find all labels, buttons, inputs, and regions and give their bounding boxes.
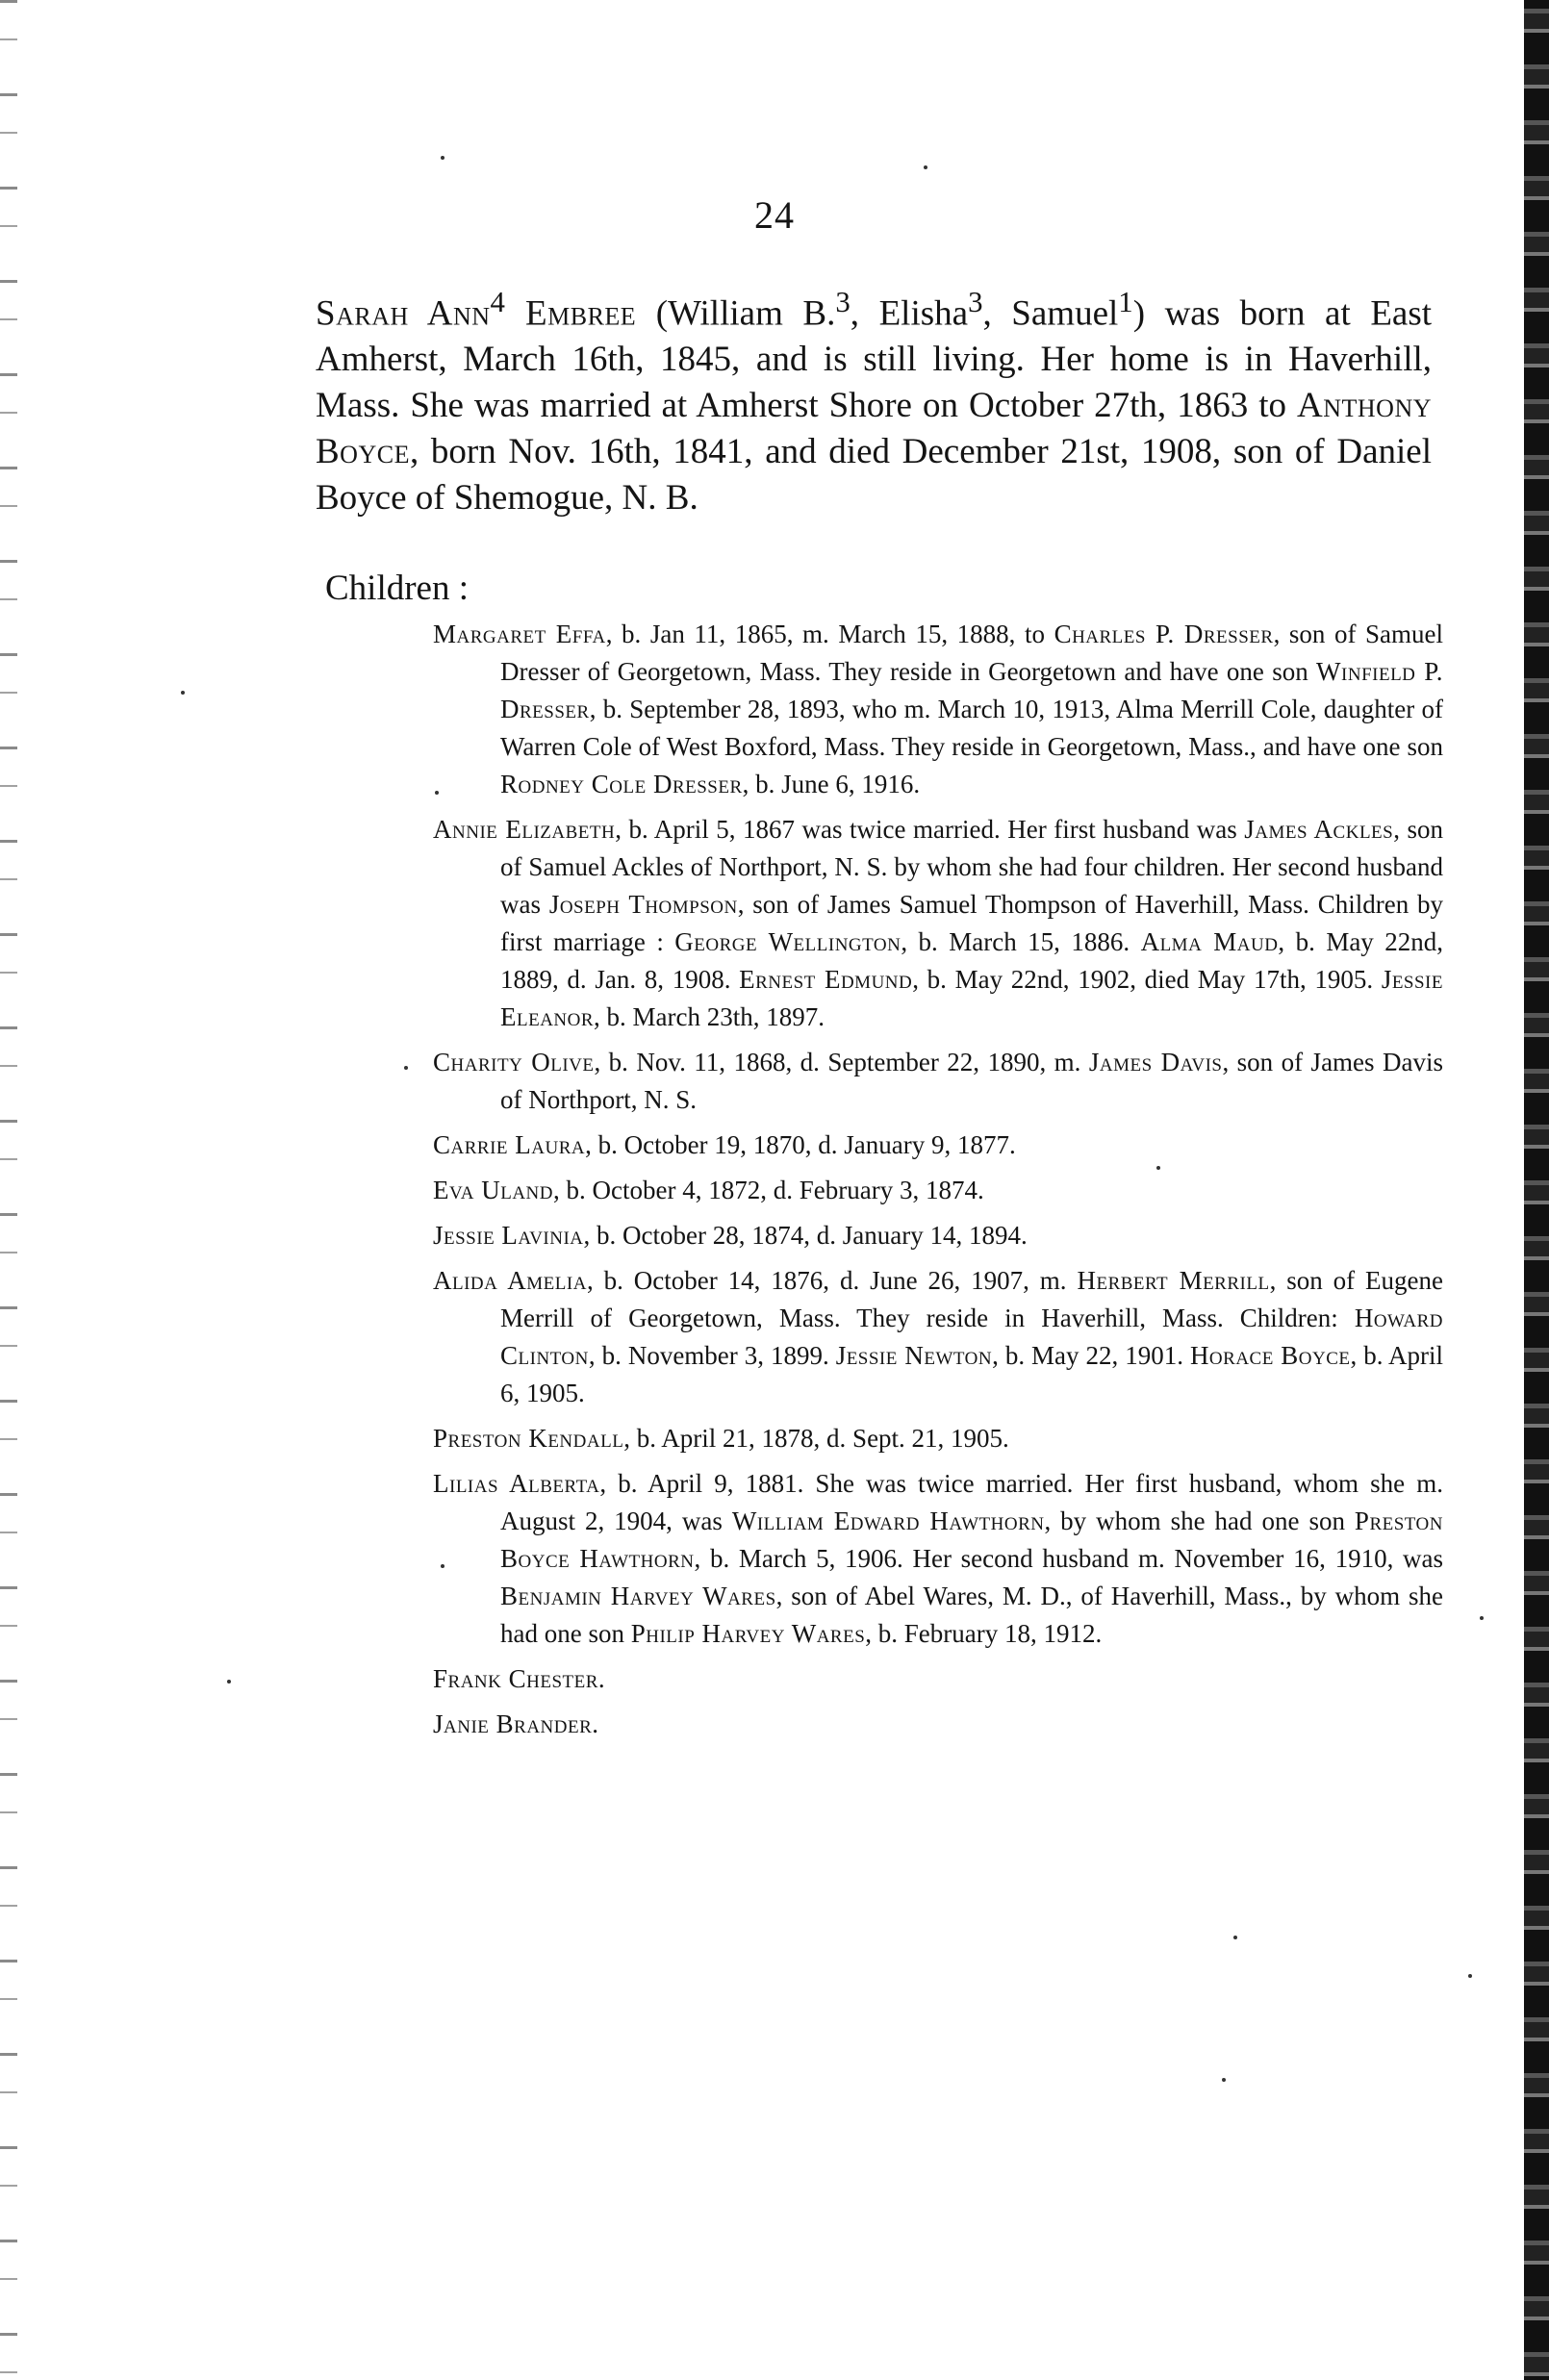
entry-text: , b. Jan 11, 1865, m. March 15, 1888, to xyxy=(605,620,1054,648)
lineage-text: , Samuel xyxy=(982,293,1119,334)
child-name: Alida Amelia xyxy=(433,1266,587,1295)
entry-text: . xyxy=(592,1709,599,1738)
scan-speck xyxy=(1222,2078,1226,2082)
entry-text: , by whom she had one son xyxy=(1044,1506,1355,1535)
scan-speck xyxy=(181,691,185,695)
generation-number: 3 xyxy=(835,286,851,318)
entry-text: , b. March 5, 1906. Her second husband m. November 16, 1910, was xyxy=(694,1544,1444,1573)
scan-speck xyxy=(1468,1974,1472,1978)
lineage-text: , Elisha xyxy=(850,293,969,334)
person-name: James Ackles xyxy=(1244,815,1394,844)
person-name: Howard Clinton xyxy=(500,1304,1443,1370)
scan-speck xyxy=(227,1680,231,1684)
entry-text: , b. October 19, 1870, d. January 9, 1877. xyxy=(585,1130,1016,1159)
entry-text: , b. May 22nd, 1889, d. Jan. 8, 1908. xyxy=(500,927,1444,994)
child-name: Preston Kendall xyxy=(433,1424,624,1453)
person-name: Rodney Cole Dresser xyxy=(500,770,743,798)
entry-text: , son of James Samuel Thompson of Haverhill, Mass. Children by first marriage : xyxy=(500,890,1443,956)
person-name: Joseph Thompson xyxy=(548,890,738,919)
person-name: Herbert Merrill xyxy=(1077,1266,1270,1295)
child-name: Janie Brander xyxy=(433,1709,593,1738)
entry-text: , b. May 22, 1901. xyxy=(992,1341,1190,1370)
person-name: William Edward Hawthorn xyxy=(731,1506,1045,1535)
child-name: Charity Olive xyxy=(433,1048,595,1076)
entry-text: . xyxy=(597,1664,605,1693)
scan-speck xyxy=(441,156,444,160)
intro-paragraph xyxy=(316,279,1432,521)
child-entry xyxy=(433,1660,1443,1698)
intro-text xyxy=(316,279,1432,521)
entry-text: , b. June 6, 1916. xyxy=(742,770,921,798)
lineage-text: (William B. xyxy=(636,293,836,334)
spouse-name: Anthony Boyce xyxy=(316,386,1432,472)
entry-text: , b. April 9, 1881. She was twice married. Her first husband, whom she m. August 2, 1904, was xyxy=(500,1469,1443,1535)
child-name: Annie Elizabeth xyxy=(433,815,616,844)
child-entry xyxy=(433,1706,1443,1743)
person-name: Charles P. Dresser xyxy=(1054,620,1274,648)
scan-edge-left xyxy=(0,0,17,2380)
person-name: Winfield P. Dresser xyxy=(500,657,1443,723)
person-name: Philip Harvey Wares xyxy=(630,1619,866,1648)
entry-text: , b. April 6, 1905. xyxy=(500,1341,1443,1407)
scan-speck xyxy=(924,165,927,169)
scan-speck xyxy=(1233,1936,1237,1939)
child-entry xyxy=(433,1172,1443,1209)
entry-text: , son of James Davis of Northport, N. S. xyxy=(500,1048,1443,1114)
person-name: Jessie Newton xyxy=(835,1341,993,1370)
entry-text: , b. October 4, 1872, d. February 3, 1874. xyxy=(553,1176,984,1204)
child-name: Eva Uland xyxy=(433,1176,554,1204)
child-entry xyxy=(433,811,1443,1036)
child-entry xyxy=(433,616,1443,803)
person-name: Preston Boyce Hawthorn xyxy=(500,1506,1443,1573)
entry-text: , b. October 14, 1876, d. June 26, 1907, m. xyxy=(586,1266,1078,1295)
child-entry xyxy=(433,1217,1443,1254)
children-list xyxy=(433,616,1443,1751)
entry-text: , b. February 18, 1912. xyxy=(865,1619,1103,1648)
child-entry xyxy=(433,1127,1443,1164)
entry-text: , son of Abel Wares, M. D., of Haverhill, Mass., by whom she had one son xyxy=(500,1582,1443,1648)
person-name: George Wellington xyxy=(674,927,901,956)
entry-text: , b. Nov. 11, 1868, d. September 22, 1890, m. xyxy=(594,1048,1089,1076)
entry-text: , son of Samuel Dresser of Georgetown, Mass. They reside in Georgetown and have one son xyxy=(500,620,1443,686)
entry-text: , b. April 5, 1867 was twice married. Her first husband was xyxy=(615,815,1245,844)
person-name: Jessie Eleanor xyxy=(500,965,1443,1031)
entry-text: , son of Samuel Ackles of Northport, N. S. by whom she had four children. Her second husband was xyxy=(500,815,1444,919)
entry-text: , b. November 3, 1899. xyxy=(588,1341,836,1370)
scan-speck xyxy=(1480,1616,1484,1620)
child-name: Jessie Lavinia xyxy=(433,1221,584,1250)
child-name: Lilias Alberta xyxy=(433,1469,600,1498)
child-name: Carrie Laura xyxy=(433,1130,586,1159)
entry-text: , b. April 21, 1878, d. Sept. 21, 1905. xyxy=(623,1424,1009,1453)
scan-edge-right xyxy=(1524,0,1549,2380)
person-name: Alma Maud xyxy=(1140,927,1279,956)
entry-text: , b. September 28, 1893, who m. March 10, 1913, Alma Merrill Cole, daughter of Warren Cole of West Boxford, Mass. They reside in Georgetown, Mass., and have one son xyxy=(500,695,1443,761)
person-name: Benjamin Harvey Wares xyxy=(500,1582,776,1610)
child-entry xyxy=(433,1420,1443,1457)
children-heading: Children : xyxy=(325,569,470,608)
scan-speck xyxy=(404,1066,408,1070)
child-entry xyxy=(433,1262,1443,1412)
person-name: James Davis xyxy=(1088,1048,1223,1076)
subject-surname: Embree xyxy=(504,293,637,334)
child-entry xyxy=(433,1465,1443,1653)
child-name: Frank Chester xyxy=(433,1664,598,1693)
person-name: Ernest Edmund xyxy=(739,965,913,994)
intro-body-text: ) was born at East Amherst, March 16th, 1845, and is still living. Her home is in Haverhill, Mass. She was married at Amherst Shore on October 27th, 1863 to xyxy=(316,293,1433,426)
intro-body-text: , born Nov. 16th, 1841, and died December 21st, 1908, son of Daniel Boyce of Shemogue, N. B. xyxy=(316,432,1432,519)
entry-text: , b. March 15, 1886. xyxy=(901,927,1141,956)
child-entry xyxy=(433,1044,1443,1119)
generation-number: 3 xyxy=(968,286,983,318)
person-name: Horace Boyce xyxy=(1189,1341,1351,1370)
subject-name: Sarah Ann xyxy=(316,293,491,334)
page-number: 24 xyxy=(754,193,795,237)
generation-number: 4 xyxy=(490,286,505,318)
entry-text: , b. March 23th, 1897. xyxy=(594,1002,825,1031)
child-name: Margaret Effa xyxy=(433,620,606,648)
generation-number: 1 xyxy=(1118,286,1133,318)
entry-text: , b. October 28, 1874, d. January 14, 1894. xyxy=(583,1221,1028,1250)
entry-text: , son of Eugene Merrill of Georgetown, Mass. They reside in Haverhill, Mass. Children: xyxy=(500,1266,1444,1332)
entry-text: , b. May 22nd, 1902, died May 17th, 1905. xyxy=(912,965,1382,994)
